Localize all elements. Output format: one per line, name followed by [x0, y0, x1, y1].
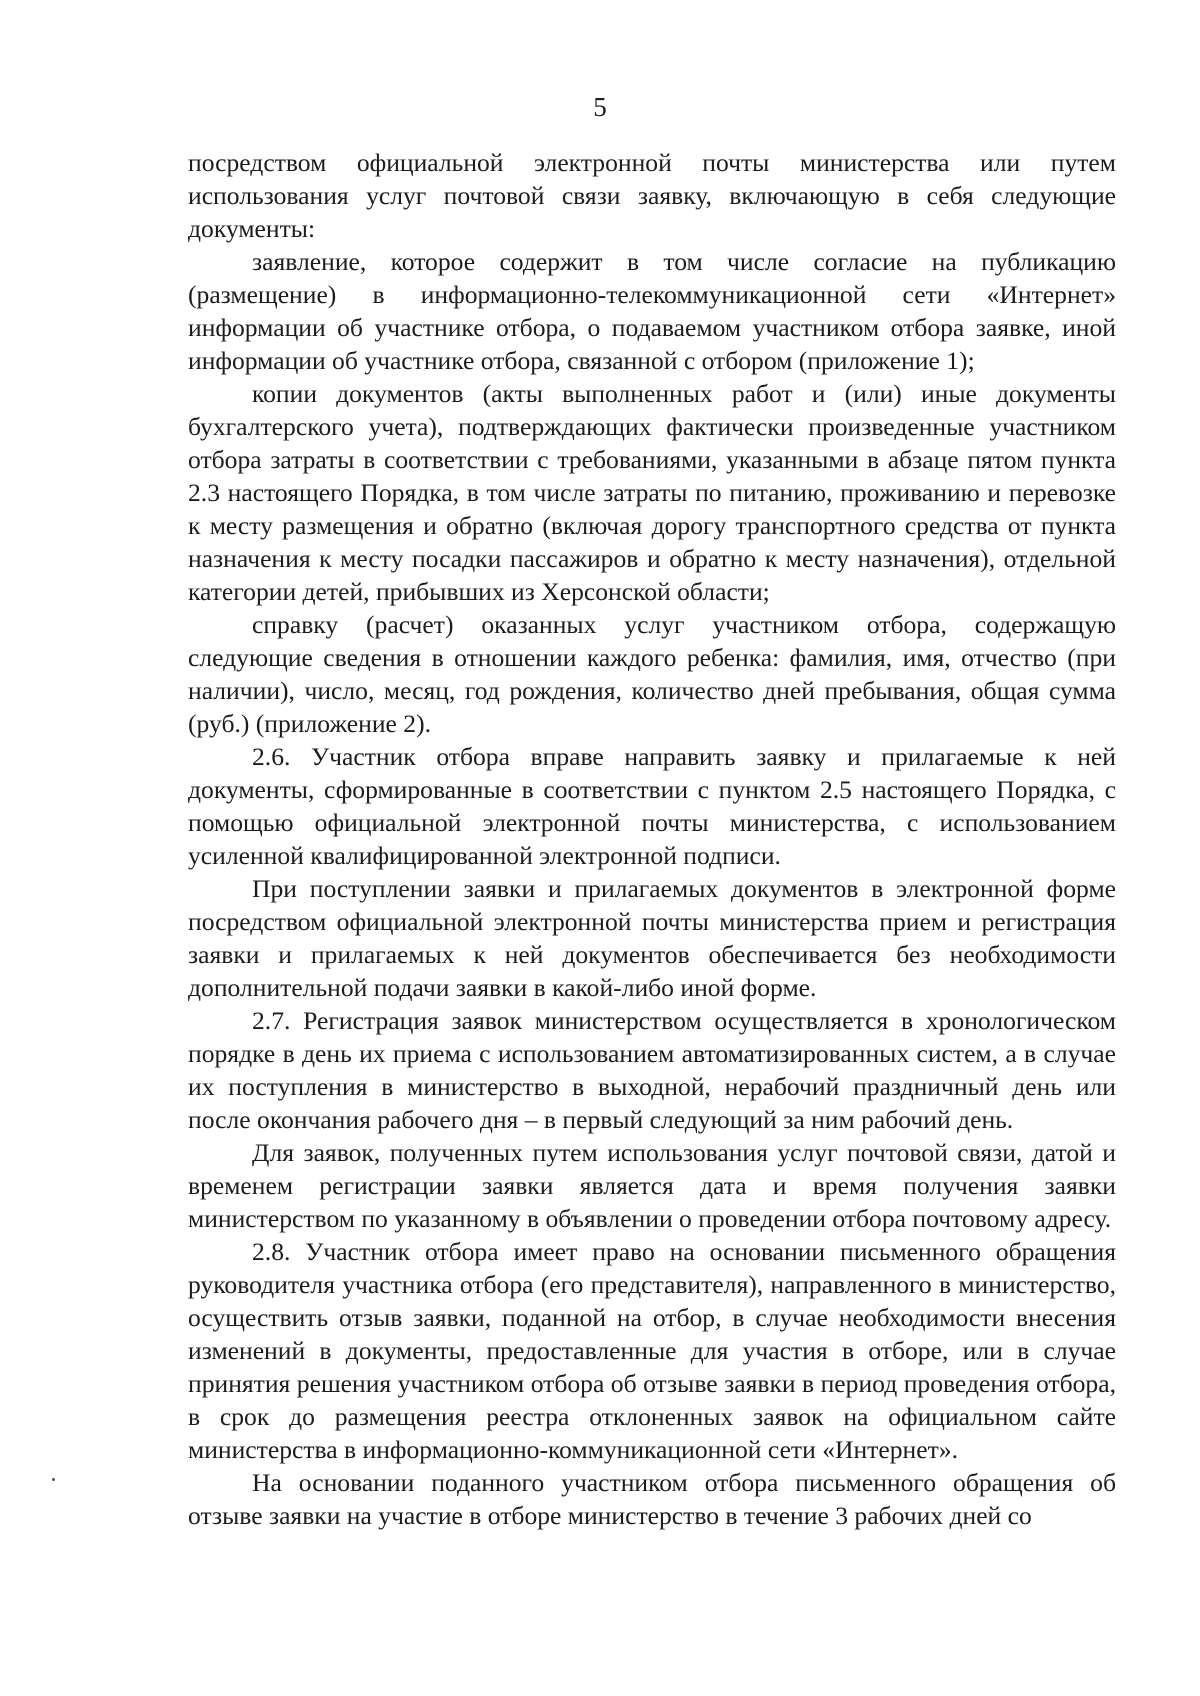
- paragraph-clause-2-7: 2.7. Регистрация заявок министерством осуществляется в хронологическом порядке в день их приема с использованием автоматизированных систем, а в случае их поступления в министерство в выходной, нерабочий праздничный день или после окончания рабочего дня – в первый следующий за ним рабочий день.: [188, 1006, 1116, 1134]
- paragraph-services-certificate: справку (расчет) оказанных услуг участником отбора, содержащую следующие сведения в отношении каждого ребенка: фамилия, имя, отчество (при наличии), число, месяц, год рождения, количество дней пребывания, общая сумма (руб.) (приложение 2).: [188, 610, 1116, 738]
- paragraph-clause-2-8: 2.8. Участник отбора имеет право на основании письменного обращения руководителя участника отбора (его представителя), направленного в министерство, осуществить отзыв заявки, поданной на отбор, в случае необходимости внесения изменений в документы, предоставленные для участия в отборе, или в случае принятия решения участником отбора об отзыве заявки в период проведения отбора, в срок до размещения реестра отклоненных заявок на официальном сайте министерства в информационно-коммуникационной сети «Интернет».: [188, 1237, 1116, 1464]
- scan-speck: [52, 1478, 55, 1481]
- paragraph-continuation: посредством официальной электронной почты министерства или путем использования услуг почтовой связи заявку, включающую в себя следующие документы:: [188, 148, 1116, 243]
- document-body: [188, 146, 1116, 1532]
- page-number: 5: [593, 92, 607, 122]
- paragraph-application-statement: заявление, которое содержит в том числе согласие на публикацию (размещение) в информационно-телекоммуникационной сети «Интернет» информации об участнике отбора, о подаваемом участником отбора заявке, иной информации об участнике отбора, связанной с отбором (приложение 1);: [188, 247, 1116, 375]
- paragraph-clause-2-6: 2.6. Участник отбора вправе направить заявку и прилагаемые к ней документы, сформированные в соответствии с пунктом 2.5 настоящего Порядка, с помощью официальной электронной почты министерства, с использованием усиленной квалифицированной электронной подписи.: [188, 742, 1116, 870]
- paragraph-document-copies: копии документов (акты выполненных работ и (или) иные документы бухгалтерского учета), подтверждающих фактически произведенные участником отбора затраты в соответствии с требованиями, указанными в абзаце пятом пункта 2.3 настоящего Порядка, в том числе затраты по питанию, проживанию и перевозке к месту размещения и обратно (включая дорогу транспортного средства от пункта назначения к месту посадки пассажиров и обратно к месту назначения), отдельной категории детей, прибывших из Херсонской области;: [188, 379, 1116, 606]
- paragraph-withdrawal-basis: На основании поданного участником отбора письменного обращения об отзыве заявки на участие в отборе министерство в течение 3 рабочих дней со: [188, 1468, 1116, 1530]
- paragraph-electronic-receipt: При поступлении заявки и прилагаемых документов в электронной форме посредством официальной электронной почты министерства прием и регистрация заявки и прилагаемых к ней документов обеспечивается без необходимости дополнительной подачи заявки в какой-либо иной форме.: [188, 874, 1116, 1002]
- paragraph-postal-registration: Для заявок, полученных путем использования услуг почтовой связи, датой и временем регистрации заявки является дата и время получения заявки министерством по указанному в объявлении о проведении отбора почтовому адресу.: [188, 1138, 1116, 1233]
